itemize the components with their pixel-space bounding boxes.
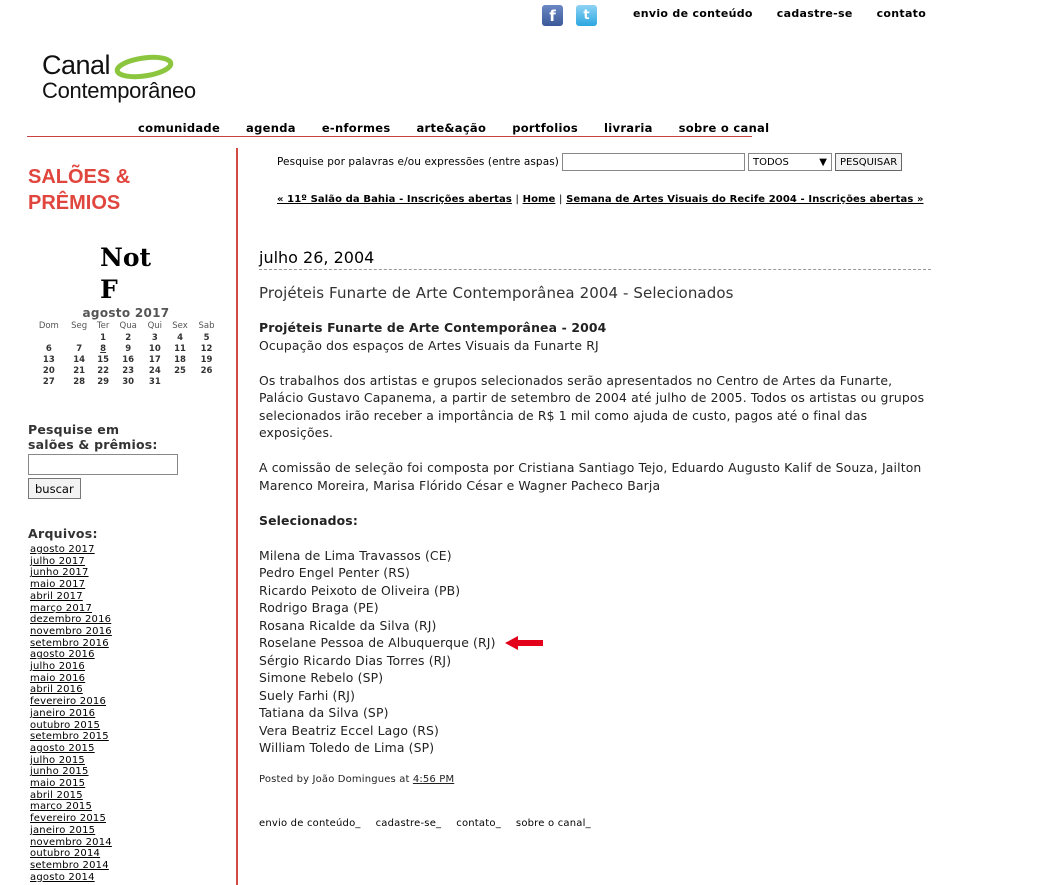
calendar-weekday: Sex: [172, 321, 188, 331]
selected-item: [259, 652, 934, 670]
archive-link[interactable]: novembro 2016: [30, 625, 112, 637]
archive-link[interactable]: setembro 2015: [30, 731, 109, 743]
home-link[interactable]: Home: [522, 194, 556, 205]
calendar-day: 27: [42, 376, 55, 387]
selected-item-name: William Toledo de Lima (SP): [259, 740, 435, 755]
archive-link[interactable]: julho 2015: [30, 754, 85, 766]
next-post-link[interactable]: Semana de Artes Visuais do Recife 2004 - Inscrições abertas »: [566, 194, 924, 205]
calendar-day: 6: [45, 343, 52, 354]
selected-item: [259, 599, 934, 617]
nav-divider: [27, 136, 752, 137]
sidebar-divider: [236, 148, 238, 885]
footer-link-contato[interactable]: contato_: [456, 818, 501, 829]
footer-link-cadastre[interactable]: cadastre-se_: [375, 818, 442, 829]
selected-item-name: Vera Beatriz Eccel Lago (RS): [259, 722, 439, 738]
calendar-day: 29: [97, 376, 110, 387]
nav-livraria[interactable]: livraria: [604, 121, 653, 135]
chevron-down-icon: ▼: [819, 156, 827, 168]
post-subtitle: Ocupação dos espaços de Artes Visuais da Funarte RJ: [259, 337, 599, 353]
selected-item-name: Roselane Pessoa de Albuquerque (RJ): [259, 635, 496, 650]
nav-agenda[interactable]: agenda: [246, 121, 296, 135]
calendar-weekday: Seg: [71, 321, 88, 331]
post-nav-separator: |: [515, 194, 519, 205]
search-scope-value: TODOS: [753, 156, 789, 168]
calendar-day: 5: [203, 332, 210, 343]
post-paragraph-1: Os trabalhos dos artistas e grupos selecionados serão apresentados no Centro de Artes da Funarte, Palácio Gustavo Capanema, a partir de setembro de 2004 até julho de 2005. Todos os artistas ou grupos selecionados irão receber a importância de R$ 1 mil como ajuda de custo, pagos até o final das exposições.: [259, 372, 925, 440]
selected-item-name: Rosana Ricalde da Silva (RJ): [259, 617, 437, 633]
footer-links: [259, 818, 591, 829]
calendar: [32, 306, 220, 387]
calendar-day: 25: [174, 365, 186, 376]
logo-line2: Contemporâneo: [42, 78, 196, 103]
nav-sobre[interactable]: sobre o canal: [678, 121, 770, 135]
calendar-day: 20: [42, 365, 55, 376]
calendar-weekday: Qua: [119, 321, 137, 331]
calendar-day: 26: [200, 365, 213, 376]
post-subtitle-bold: Projéteis Funarte de Arte Contemporânea - 2004: [259, 320, 607, 335]
top-link-contato[interactable]: contato: [876, 7, 927, 20]
archive-link[interactable]: junho 2017: [30, 567, 89, 579]
sidebar-search-label-line2: salões & prêmios:: [28, 437, 158, 452]
nav-enformes[interactable]: e-nformes: [321, 121, 391, 135]
top-link-envio[interactable]: envio de conteúdo: [633, 7, 753, 20]
calendar-day: 19: [200, 354, 213, 365]
calendar-day: 13: [42, 354, 55, 365]
selected-item-name: Suely Farhi (RJ): [259, 687, 356, 703]
social-links: [542, 5, 597, 26]
selected-item: [259, 687, 934, 705]
selected-item: [259, 739, 934, 757]
selected-item-name: Simone Rebelo (SP): [259, 670, 384, 685]
search-scope-select[interactable]: [748, 153, 832, 171]
nav-portfolios[interactable]: portfolios: [512, 121, 579, 135]
facebook-icon[interactable]: f: [542, 5, 563, 26]
calendar-day: 4: [177, 332, 183, 343]
selected-item: [259, 582, 934, 600]
top-link-cadastre[interactable]: cadastre-se: [776, 7, 853, 20]
calendar-day: 28: [73, 376, 86, 387]
archive-link[interactable]: maio 2017: [30, 579, 86, 591]
post-body: [259, 319, 934, 788]
calendar-day: 14: [73, 354, 86, 365]
calendar-day: 30: [122, 376, 135, 387]
calendar-day: 24: [148, 365, 161, 376]
post-paragraph-2: A comissão de seleção foi composta por Cristiana Santiago Tejo, Eduardo Augusto Kalif de Souza, Jailton Marenco Moreira, Marisa Flórido César e Wagner Pacheco Barja: [259, 460, 922, 493]
sidebar-title-line2: PRÊMIOS: [28, 192, 121, 214]
main-search-label: Pesquise por palavras e/ou expressões (entre aspas): [277, 156, 559, 168]
calendar-day: 15: [97, 354, 110, 365]
archive-link[interactable]: agosto 2015: [30, 742, 95, 754]
calendar-day: [32, 332, 66, 343]
main-search-input[interactable]: [562, 153, 745, 171]
selected-item: [259, 704, 934, 722]
post-title: Projéteis Funarte de Arte Contemporânea 2004 - Selecionados: [259, 284, 734, 302]
nav-comunidade[interactable]: comunidade: [138, 121, 221, 135]
main-nav: [138, 121, 769, 135]
selected-item: [259, 722, 934, 740]
archive-link[interactable]: janeiro 2016: [30, 707, 96, 719]
post-time-link[interactable]: 4:56 PM: [412, 773, 455, 785]
post-nav-separator: |: [559, 194, 563, 205]
archive-link[interactable]: fevereiro 2015: [30, 813, 107, 825]
archive-link[interactable]: março 2015: [30, 801, 93, 813]
pesquisar-button[interactable]: PESQUISAR: [835, 153, 902, 171]
calendar-day[interactable]: 8: [100, 343, 107, 354]
posted-by: [259, 771, 934, 789]
selected-item-name: Pedro Engel Penter (RS): [259, 565, 411, 580]
selected-item: [259, 617, 934, 635]
selected-item: [259, 669, 934, 687]
archive-link[interactable]: maio 2015: [30, 778, 86, 790]
archive-link[interactable]: junho 2015: [30, 766, 89, 778]
calendar-weekday: Sab: [198, 321, 215, 331]
selected-item-name: Rodrigo Braga (PE): [259, 600, 379, 615]
calendar-day: 23: [122, 365, 135, 376]
calendar-day: 10: [148, 343, 161, 354]
archive-link[interactable]: abril 2017: [30, 590, 83, 602]
sidebar-title-line1: SALÕES &: [28, 166, 131, 188]
archive-link[interactable]: abril 2016: [30, 684, 83, 696]
prev-post-link[interactable]: « 11º Salão da Bahia - Inscrições abertas: [277, 194, 512, 205]
main-search: [277, 153, 902, 171]
sidebar-search-label-line1: Pesquise em: [28, 422, 120, 437]
footer-link-envio[interactable]: envio de conteúdo_: [259, 818, 361, 829]
sidebar-search-input[interactable]: [28, 454, 178, 475]
calendar-day: 7: [76, 343, 83, 354]
calendar-day: 9: [125, 343, 132, 354]
calendar-day: [167, 376, 193, 387]
calendar-weekday: Qui: [147, 321, 163, 331]
archives: [28, 526, 112, 883]
archive-link[interactable]: maio 2016: [30, 672, 86, 684]
archive-link[interactable]: abril 2015: [30, 789, 83, 801]
archive-link[interactable]: outubro 2014: [30, 848, 101, 860]
calendar-day: [66, 332, 93, 343]
logo-swoosh-icon: [114, 54, 176, 80]
archive-link[interactable]: janeiro 2015: [30, 824, 96, 836]
selected-item: [259, 547, 934, 565]
top-links: [633, 7, 926, 20]
calendar-day: 22: [97, 365, 110, 376]
posted-by-text: Posted by João Domingues at: [259, 773, 410, 785]
archive-link[interactable]: março 2017: [30, 602, 93, 614]
archive-link[interactable]: julho 2016: [30, 661, 85, 673]
selected-item: [259, 634, 934, 652]
calendar-day: 16: [122, 354, 135, 365]
post-date: julho 26, 2004: [259, 248, 931, 270]
calendar-grid: [32, 320, 220, 387]
archive-link[interactable]: novembro 2014: [30, 836, 112, 848]
calendar-day: 11: [174, 343, 186, 354]
site-logo[interactable]: [42, 50, 242, 110]
calendar-day: 1: [100, 332, 107, 343]
archive-link[interactable]: agosto 2016: [30, 649, 95, 661]
archives-list: [30, 544, 112, 883]
post-navigation: [277, 194, 924, 205]
archive-link[interactable]: julho 2017: [30, 555, 85, 567]
archive-link[interactable]: dezembro 2016: [30, 614, 112, 626]
selected-item-name: Sérgio Ricardo Dias Torres (RJ): [259, 652, 452, 668]
archive-link[interactable]: fevereiro 2016: [30, 696, 107, 708]
calendar-day: 18: [174, 354, 186, 365]
logo-line1: Canal: [42, 50, 111, 80]
selected-item-name: Ricardo Peixoto de Oliveira (PB): [259, 582, 461, 598]
archive-link[interactable]: setembro 2014: [30, 859, 109, 871]
archive-link[interactable]: agosto 2017: [30, 544, 95, 555]
notice-text: Not F: [100, 243, 152, 304]
calendar-day: 17: [148, 354, 161, 365]
archive-link[interactable]: outubro 2015: [30, 719, 101, 731]
calendar-title: agosto 2017: [82, 306, 170, 320]
selected-heading: Selecionados:: [259, 512, 358, 528]
selected-item-name: Tatiana da Silva (SP): [259, 705, 389, 720]
sidebar-title: [28, 164, 178, 216]
selected-item-name: Milena de Lima Travassos (CE): [259, 547, 452, 563]
archive-link[interactable]: setembro 2016: [30, 637, 109, 649]
archive-link[interactable]: agosto 2014: [30, 871, 95, 883]
selected-item: [259, 564, 934, 582]
sidebar-search: [28, 422, 178, 499]
calendar-weekday: Dom: [38, 321, 59, 331]
sidebar-search-button[interactable]: buscar: [28, 478, 81, 499]
calendar-day: 2: [125, 332, 132, 343]
selected-list: [259, 547, 934, 757]
calendar-day: 31: [148, 376, 161, 387]
arrow-left-icon: [504, 635, 544, 651]
footer-link-sobre[interactable]: sobre o canal_: [515, 818, 591, 829]
nav-arte-acao[interactable]: arte&ação: [416, 121, 487, 135]
twitter-icon[interactable]: t: [576, 5, 597, 26]
calendar-day: [193, 376, 220, 387]
calendar-weekday: Ter: [96, 321, 110, 331]
calendar-day: 12: [200, 343, 213, 354]
calendar-day: 3: [151, 332, 158, 343]
archives-title: Arquivos:: [28, 526, 98, 541]
calendar-day: 21: [73, 365, 86, 376]
